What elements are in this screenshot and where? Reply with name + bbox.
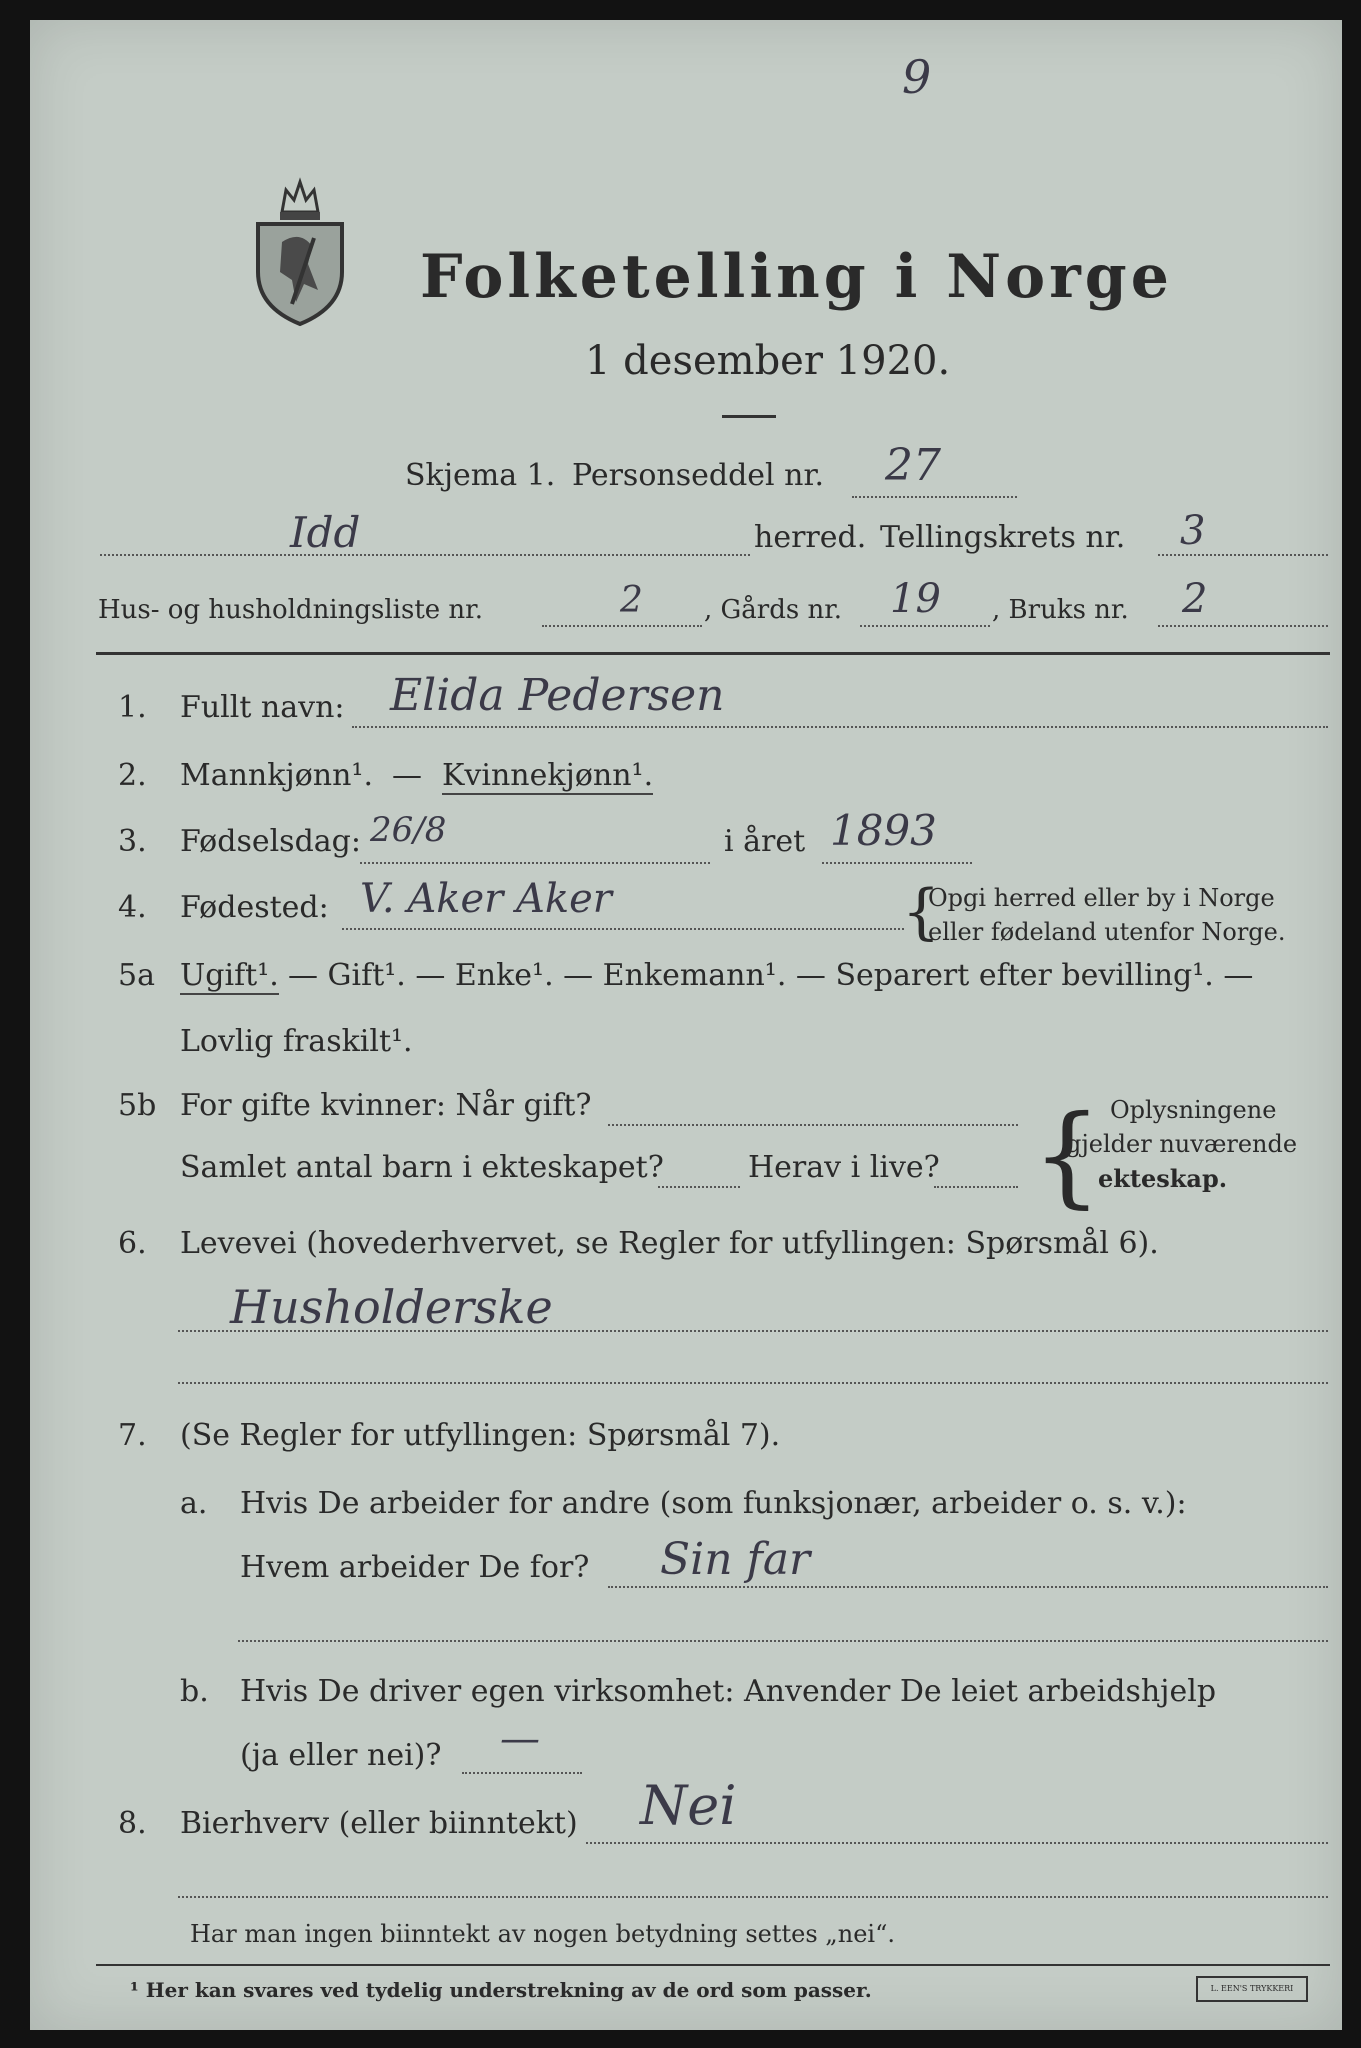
tellingskrets-label: Tellingskrets nr.	[880, 520, 1126, 555]
q7b-letter: b.	[180, 1674, 209, 1709]
herred-label: herred.	[754, 520, 867, 555]
q5b-number: 5b	[118, 1088, 157, 1123]
bruks-line	[1158, 625, 1328, 627]
tellingskrets-value: 3	[1180, 508, 1206, 554]
q7a-line2: Hvem arbeider De for?	[240, 1550, 590, 1585]
q5b-alive-line	[934, 1186, 1018, 1188]
q3-line	[360, 862, 710, 864]
q7-label: (Se Regler for utfyllingen: Spørsmål 7).	[180, 1418, 781, 1453]
q5b-note-line3: ekteskap.	[1098, 1164, 1228, 1193]
header-rule	[96, 652, 1330, 655]
personseddel-label: Personseddel nr.	[572, 458, 825, 493]
q2-separator: —	[392, 758, 422, 793]
q5b-line1: For gifte kvinner: Når gift?	[180, 1088, 592, 1123]
skjema-label: Skjema 1.	[405, 458, 556, 493]
q3-aret-value: 1893	[830, 806, 937, 855]
q6-line2	[178, 1382, 1328, 1384]
q3-number: 3.	[118, 824, 147, 859]
bruks-value: 2	[1182, 576, 1208, 622]
q5b-note-line2: gjelder nuværende	[1066, 1130, 1298, 1158]
q7b-line1: Hvis De driver egen virksomhet: Anvender De leiet arbeidshjelp	[240, 1674, 1217, 1709]
q2-kvinnekjonn: Kvinnekjønn¹.	[442, 758, 654, 793]
gards-value: 19	[890, 576, 941, 622]
gards-line	[860, 625, 990, 627]
q5a-ugift: Ugift¹.	[180, 958, 279, 993]
q5a-number: 5a	[118, 958, 155, 993]
q5b-brace: {	[1032, 1091, 1102, 1219]
form-title: Folketelling i Norge	[420, 242, 1173, 312]
q5b-line2a: Samlet antal barn i ekteskapet?	[180, 1150, 664, 1185]
q7a-value: Sin far	[660, 1534, 811, 1585]
husliste-value: 2	[620, 580, 643, 621]
q6-number: 6.	[118, 1226, 147, 1261]
q5b-when-line	[608, 1124, 1018, 1126]
tellingskrets-line	[1158, 554, 1328, 556]
personseddel-line	[852, 496, 1017, 498]
q4-note-line2: eller fødeland utenfor Norge.	[928, 918, 1286, 946]
q7a-line1: Hvis De arbeider for andre (som funksjonær, arbeider o. s. v.):	[240, 1486, 1187, 1521]
q5a-line2: Lovlig fraskilt¹.	[180, 1024, 413, 1059]
title-divider	[722, 415, 776, 418]
q4-value: V. Aker Aker	[360, 876, 612, 922]
q8-extra-line	[178, 1896, 1328, 1898]
husliste-line	[542, 625, 702, 627]
q4-note-line1: Opgi herred eller by i Norge	[928, 884, 1275, 912]
norway-coat-of-arms-icon	[252, 172, 348, 327]
herred-line	[100, 554, 750, 556]
q3-aret-label: i året	[724, 824, 806, 859]
q4-label: Fødested:	[180, 890, 329, 925]
q3-aret-line	[822, 862, 972, 864]
q5a-line1: — Gift¹. — Enke¹. — Enkemann¹. — Separert efter bevilling¹. —	[288, 958, 1254, 993]
footer-rule	[96, 1964, 1330, 1966]
husliste-label: Hus- og husholdningsliste nr.	[98, 595, 484, 625]
q7-number: 7.	[118, 1418, 147, 1453]
q4-brace: {	[902, 877, 941, 947]
q6-label: Levevei (hovederhvervet, se Regler for utfyllingen: Spørsmål 6).	[180, 1226, 1159, 1261]
q8-label: Bierhverv (eller biinntekt)	[180, 1806, 578, 1841]
herred-value: Idd	[290, 508, 361, 557]
q7a-extra-line	[238, 1640, 1328, 1642]
bruks-label: , Bruks nr.	[992, 595, 1129, 625]
q4-line	[342, 928, 904, 930]
q7a-line	[608, 1586, 1328, 1588]
q7b-line	[462, 1772, 582, 1774]
q7b-line2: (ja eller nei)?	[240, 1738, 442, 1773]
q1-number: 1.	[118, 690, 147, 725]
q1-line	[352, 726, 1328, 728]
q2-number: 2.	[118, 758, 147, 793]
personseddel-value: 27	[885, 440, 941, 491]
q3-value: 26/8	[370, 810, 447, 850]
form-date: 1 desember 1920.	[585, 338, 951, 384]
q5b-line2b: Herav i live?	[748, 1150, 940, 1185]
q7b-value: —	[500, 1716, 540, 1762]
q8-value: Nei	[640, 1774, 737, 1837]
q6-value: Husholderske	[230, 1280, 553, 1334]
q2-mannkjonn: Mannkjønn¹.	[180, 758, 373, 793]
q3-label: Fødselsdag:	[180, 824, 361, 859]
q5b-children-line	[658, 1186, 740, 1188]
q1-label: Fullt navn:	[180, 690, 345, 725]
q7a-letter: a.	[180, 1486, 208, 1521]
printer-stamp: L. EEN'S TRYKKERI	[1196, 1976, 1308, 2002]
census-form-page	[30, 20, 1342, 2030]
q8-number: 8.	[118, 1806, 147, 1841]
footnote: ¹ Her kan svares ved tydelig understrekning av de ord som passer.	[130, 1978, 872, 2002]
q5b-note-line1: Oplysningene	[1110, 1096, 1277, 1124]
q4-number: 4.	[118, 890, 147, 925]
q8-line	[586, 1842, 1328, 1844]
gards-label: , Gårds nr.	[704, 595, 843, 625]
q6-line1	[178, 1330, 1328, 1332]
q8-note: Har man ingen biinntekt av nogen betydning settes „nei“.	[190, 1920, 895, 1948]
q1-value: Elida Pedersen	[390, 670, 725, 721]
page-number: 9	[902, 50, 932, 104]
